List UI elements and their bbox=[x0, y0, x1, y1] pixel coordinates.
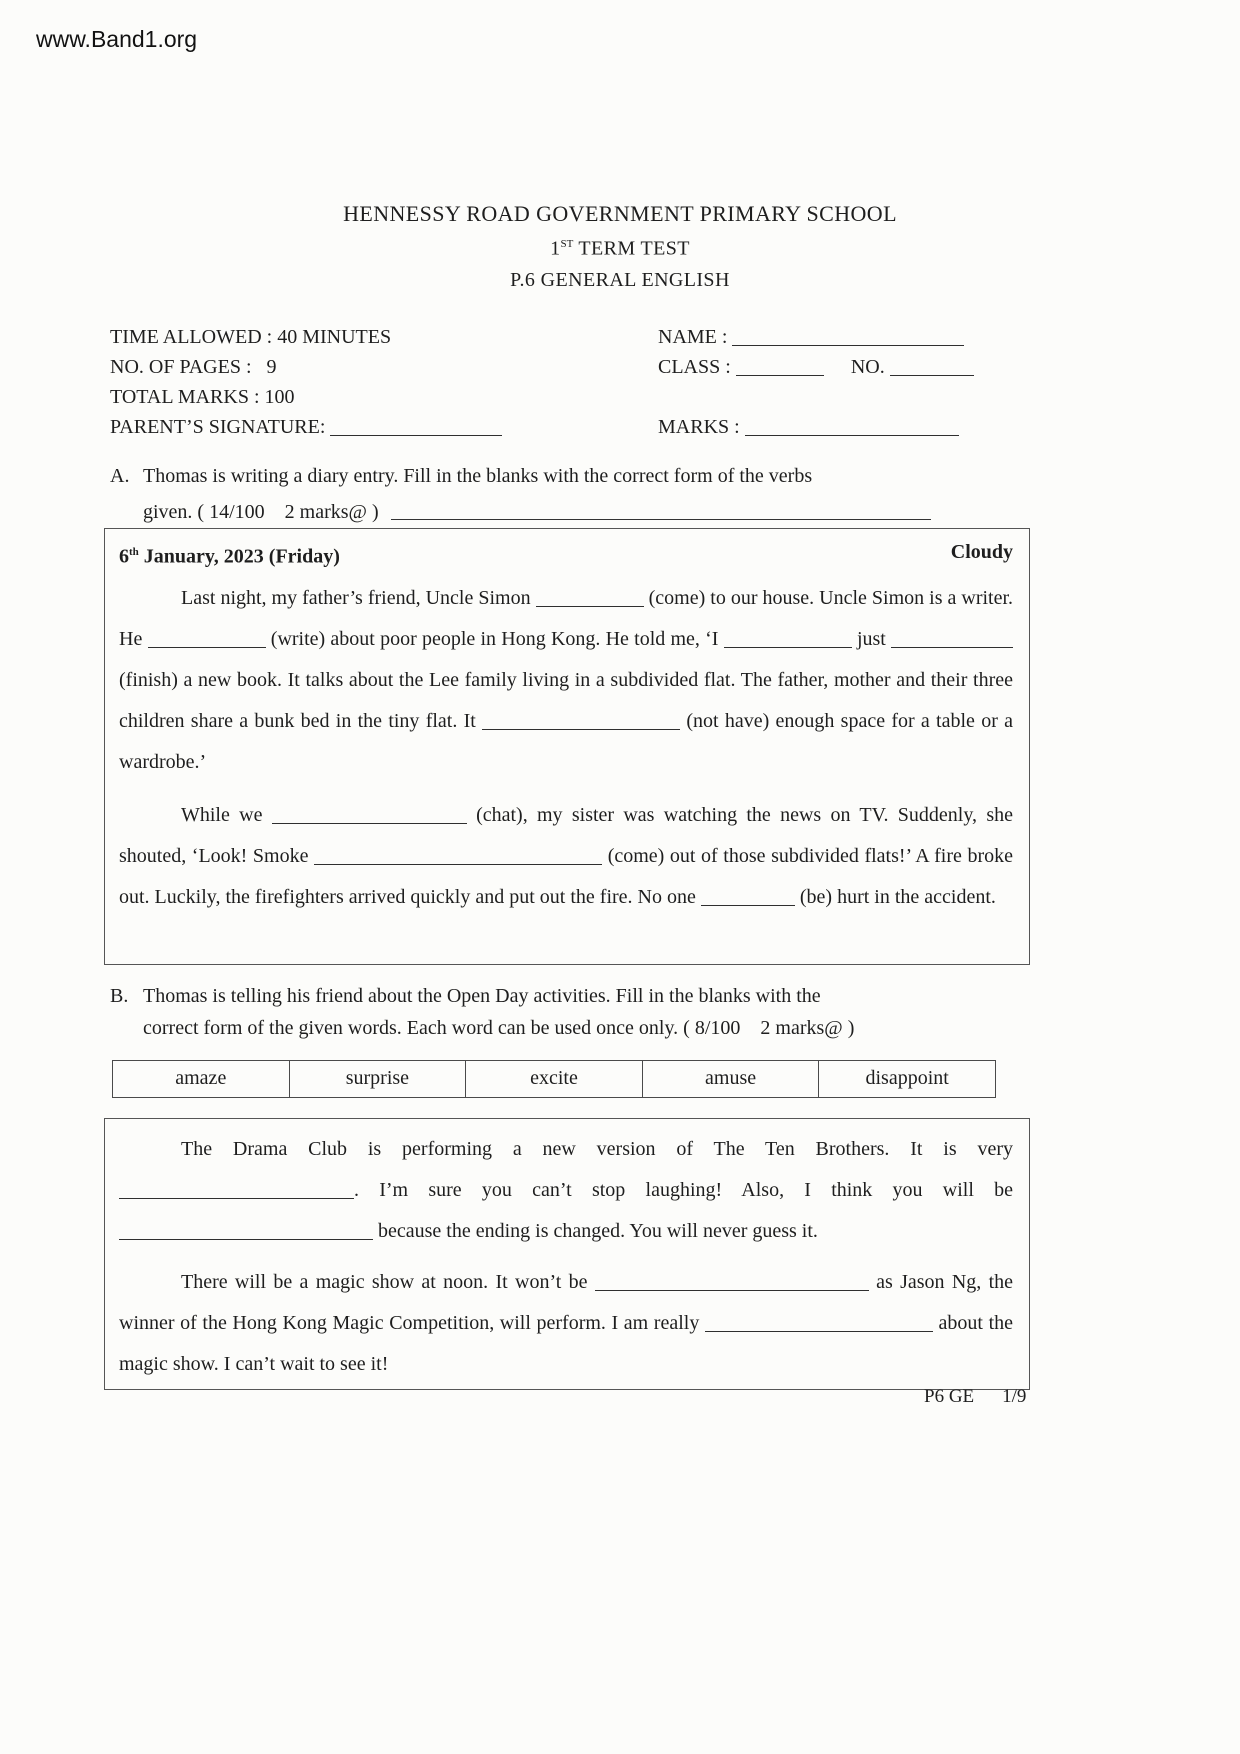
passage-text: as Jason Ng, the winner of the Hong Kong Magic Competition, will perform. I am really bbox=[119, 1271, 1014, 1334]
section-b-instruction-line2 bbox=[110, 1012, 1040, 1044]
page-number: 1/9 bbox=[1002, 1386, 1027, 1407]
section-b-label: B. bbox=[110, 985, 129, 1007]
section-a-instruction-text2: given. ( 14/100 2 marks@ ) bbox=[143, 501, 379, 523]
diary-text: (write) about poor people in Hong Kong. He told me, ‘I bbox=[270, 627, 719, 650]
passage-text: about the magic show. I can’t wait to see it! bbox=[119, 1312, 1014, 1375]
section-b-instruction bbox=[110, 980, 1040, 1044]
section-a-instruction-line1 bbox=[110, 458, 1040, 494]
total-marks: TOTAL MARKS : 100 bbox=[110, 386, 295, 408]
school-name: HENNESSY ROAD GOVERNMENT PRIMARY SCHOOL bbox=[343, 201, 897, 226]
answer-blank bbox=[148, 632, 266, 648]
section-a-instruction-line2 bbox=[110, 494, 1040, 530]
diary-text: (chat), my sister was watching the news on TV. Suddenly, she shouted, ‘Look! Smoke bbox=[119, 803, 1014, 867]
parent-signature-label: PARENT’S SIGNATURE: bbox=[110, 416, 326, 438]
passage-text: The Drama Club is performing a new version of The Ten Brothers. It is very bbox=[181, 1138, 1013, 1160]
diary-date-rest: January, 2023 (Friday) bbox=[138, 545, 340, 568]
marks-row bbox=[658, 412, 974, 442]
exam-info-left bbox=[110, 322, 502, 442]
diary-entry-box bbox=[104, 528, 1030, 965]
name-row bbox=[658, 322, 974, 352]
diary-paragraph-1 bbox=[119, 578, 1013, 783]
diary-date-ordinal: th bbox=[129, 546, 139, 558]
answer-blank bbox=[705, 1316, 933, 1332]
answer-blank bbox=[314, 849, 602, 865]
page-footer bbox=[924, 1386, 1026, 1408]
diary-text: (be) hurt in the accident. bbox=[799, 885, 996, 908]
answer-blank bbox=[119, 1224, 373, 1240]
subject-title: P.6 GENERAL ENGLISH bbox=[510, 268, 730, 291]
diary-text: Last night, my father’s friend, Uncle Simon bbox=[181, 586, 531, 609]
answer-blank bbox=[119, 1183, 354, 1199]
word-bank-item: excite bbox=[466, 1061, 643, 1097]
no-of-pages: NO. OF PAGES : 9 bbox=[110, 356, 277, 378]
no-label: NO. bbox=[850, 356, 885, 378]
section-a-rule-line bbox=[391, 508, 931, 520]
class-blank bbox=[736, 360, 824, 376]
diary-text: (finish) a new book. It talks about the Lee family living in a subdivided flat. The father, mother and their three children share a bunk bed in the tiny flat. It bbox=[119, 668, 1013, 732]
paper-code: P6 GE bbox=[924, 1386, 975, 1407]
marks-blank bbox=[745, 420, 959, 436]
exam-header bbox=[0, 198, 1240, 296]
marks-label: MARKS : bbox=[658, 416, 740, 438]
answer-blank bbox=[595, 1275, 869, 1291]
section-a-instruction-text1: Thomas is writing a diary entry. Fill in the blanks with the correct form of the verbs bbox=[143, 465, 813, 487]
answer-blank bbox=[701, 890, 795, 906]
section-a-label: A. bbox=[110, 465, 130, 487]
diary-text: (not have) enough space for a table or a wardrobe.’ bbox=[119, 709, 1013, 773]
word-bank-item: amuse bbox=[643, 1061, 820, 1097]
answer-blank bbox=[272, 808, 467, 824]
diary-text: (come) out of those subdivided flats!’ A fire broke out. Luckily, the firefighters arrived quickly and put out the fire. No one bbox=[119, 844, 1014, 908]
answer-blank bbox=[536, 591, 644, 607]
diary-text: just bbox=[856, 627, 886, 650]
passage-text: There will be a magic show at noon. It won’t be bbox=[181, 1271, 588, 1293]
test-title-ordinal: ST bbox=[560, 238, 574, 250]
answer-blank bbox=[724, 632, 852, 648]
name-label: NAME : bbox=[658, 326, 728, 348]
word-bank-item: disappoint bbox=[865, 1067, 949, 1089]
diary-text: While we bbox=[181, 803, 263, 826]
time-allowed: TIME ALLOWED : 40 MINUTES bbox=[110, 326, 392, 348]
exam-info-right bbox=[658, 322, 974, 442]
test-title bbox=[0, 229, 1240, 265]
section-b-instruction-text1: Thomas is telling his friend about the Open Day activities. Fill in the blanks with the bbox=[143, 985, 821, 1007]
weather-label: Cloudy bbox=[950, 541, 1013, 563]
passage-text: . I’m sure you can’t stop laughing! Also, I think you will be bbox=[354, 1179, 1013, 1201]
passage-paragraph-1 bbox=[119, 1129, 1013, 1252]
word-bank-item: surprise bbox=[290, 1061, 467, 1097]
no-blank bbox=[890, 360, 974, 376]
parent-signature-row bbox=[110, 412, 502, 442]
passage-text: because the ending is changed. You will never guess it. bbox=[378, 1220, 818, 1242]
class-label: CLASS : bbox=[658, 356, 731, 378]
section-a-instruction bbox=[110, 458, 1040, 530]
diary-header bbox=[119, 537, 1013, 572]
section-b-passage-box bbox=[104, 1118, 1030, 1390]
class-no-row bbox=[658, 352, 974, 382]
section-b-instruction-text2: correct form of the given words. Each word can be used once only. ( 8/100 2 marks@ ) bbox=[143, 1017, 855, 1039]
diary-date bbox=[119, 537, 340, 572]
answer-blank bbox=[891, 632, 1013, 648]
section-b-instruction-line1 bbox=[110, 980, 1040, 1012]
test-title-prefix: 1 bbox=[550, 237, 561, 260]
name-blank bbox=[732, 330, 964, 346]
diary-text: (come) to our house. Uncle Simon is a writer. He bbox=[119, 586, 1014, 650]
website-watermark: www.Band1.org bbox=[36, 26, 198, 52]
word-bank-table bbox=[112, 1060, 996, 1098]
info-spacer-row bbox=[658, 382, 974, 412]
answer-blank bbox=[482, 714, 680, 730]
test-title-suffix: TERM TEST bbox=[573, 237, 690, 260]
word-bank-item: amaze bbox=[113, 1061, 290, 1097]
diary-paragraph-2 bbox=[119, 795, 1013, 918]
diary-date-day: 6 bbox=[119, 545, 129, 568]
passage-paragraph-2 bbox=[119, 1262, 1013, 1385]
parent-signature-blank bbox=[330, 420, 502, 436]
